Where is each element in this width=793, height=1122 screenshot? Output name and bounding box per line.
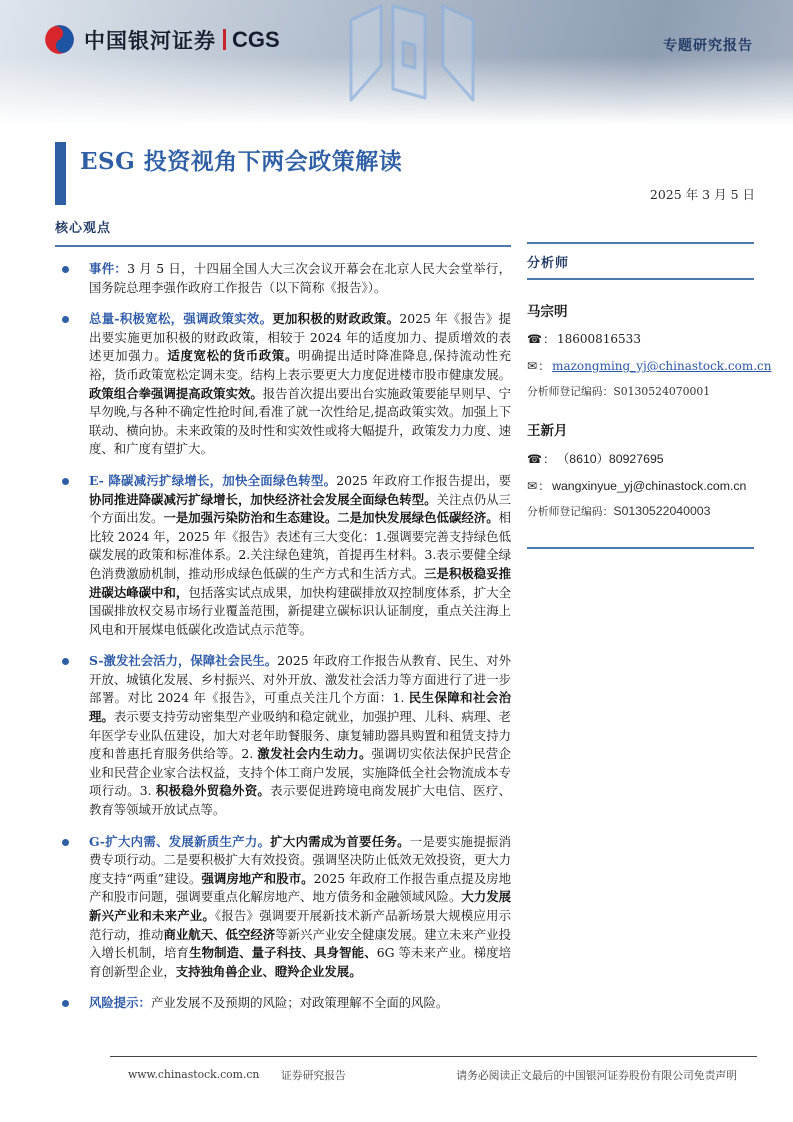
brand-logo	[44, 24, 280, 55]
bullet-text	[89, 653, 511, 817]
title-block	[55, 142, 402, 205]
bullet-segment: 明确提出适时降准降息,保持流动性充裕，货币政策宽松定调未变。结构上表示要更大力度促进楼市股市健康发展。	[89, 348, 511, 382]
analyst-name: 王新月	[527, 423, 568, 439]
cgs-watermark-icon	[337, 2, 487, 112]
brand-name-cn: 中国银河证券	[84, 29, 216, 53]
bullet-text	[89, 995, 448, 1010]
footer-divider	[110, 1056, 757, 1057]
envelope-icon: ✉	[527, 359, 538, 373]
report-date: 2025 年 3 月 5 日	[649, 187, 755, 202]
bullet-segment: 激发社会内生动力。	[257, 746, 372, 762]
bullet-dot-icon	[62, 266, 69, 273]
bullet-segment: 报告首次提出要出台实施政策要能早则早、宁早勿晚,与各种不确定性抢时间,看准了就一次性给足,提高政策实效。加强上下联动、横向协。未来政策的及时性和实效性或将大幅提升，政策发力力度、速度、和广度有望扩大。	[89, 385, 512, 457]
bullet-segment: 扩大内需成为首要任务。	[270, 833, 410, 849]
colon-separator: ：	[542, 452, 555, 466]
bullet-segment: 协同推进降碳减污扩绿增长，加快经济社会发展全面绿色转型。	[89, 491, 437, 507]
bullet-segment: 2025 年政府工作报告提出，要	[336, 472, 511, 488]
analyst-email-link[interactable]: mazongming_yj@chinastock.com.cn	[552, 359, 772, 373]
core-viewpoints-section	[55, 217, 511, 1026]
bullet-segment: 三是积极稳妥推进碳达峰碳中和，	[89, 565, 512, 600]
bullet-item	[55, 652, 511, 819]
bullet-segment: 支持独角兽企业、瞪羚企业发展。	[175, 963, 362, 979]
title-accent-bar	[55, 142, 66, 205]
bullet-segment: 3 月 5 日，十四届全国人大三次会议开幕会在北京人民大会堂举行，国务院总理李强作政府工作报告（以下简称《报告》）。	[89, 261, 511, 295]
bullet-dot-icon	[62, 478, 69, 485]
analyst-email-link[interactable]: wangxinyue_yj@chinastock.com.cn	[552, 479, 747, 493]
bullet-segment: 商业航天、低空经济	[163, 926, 276, 942]
galaxy-swirl-icon	[44, 24, 75, 55]
bullet-dot-icon	[62, 839, 69, 846]
bullet-segment: 民生保障和社会治理。	[89, 690, 511, 725]
colon-separator: ：	[538, 479, 551, 493]
report-header	[0, 0, 793, 133]
bullet-segment: 一是要实施提振消费专项行动。二是要积极扩大有效投资。强调坚决防止低效无效投资，更大力度支持“两重”建设。	[89, 833, 511, 886]
heading-divider	[55, 245, 511, 247]
colon-separator: ：	[538, 359, 551, 373]
bullet-segment: 政策组合拳强调提高政策实效。	[89, 385, 263, 401]
bullet-segment: 总量-积极宽松，强调政策实效。	[89, 311, 273, 327]
bullet-segment: 大力发展新兴产业和未来产业。	[89, 889, 512, 923]
bullet-list	[55, 260, 511, 1013]
sidebar-bottom-divider	[527, 547, 754, 549]
sidebar-top-divider	[527, 242, 754, 244]
bullet-segment: 包括落实试点成果，加快构建碳排放双控制度体系，扩大全国碳排放权交易市场行业覆盖范围，新提建立碳标识认证制度，重点关注海上风电和开展煤电低碳化改造试点示范等。	[89, 584, 512, 637]
bullet-segment: 2025 年政府工作报告从教育、民生、对外开放、城镇化发展、乡村振兴、对外开放、激发社会活力等方面进行了进一步部署。对比 2024 年《报告》，可重点关注几个方面：1.	[89, 653, 511, 706]
bullet-segment: 表示要支持劳动密集型产业吸纳和稳定就业，加强护理、儿科、病理、老年医学专业队伍建设，加大对老年助餐服务、康复辅助器具购置和租赁支持力度和普惠托育服务供给等。2.	[89, 709, 512, 762]
analyst-card	[527, 300, 772, 399]
footer-report-type: 证券研究报告	[281, 1069, 346, 1082]
phone-icon: ☎	[527, 452, 542, 466]
bullet-segment: 更加积极的财政政策。	[272, 311, 400, 327]
analyst-sidebar	[527, 242, 772, 549]
bullet-segment: 风险提示：	[89, 995, 151, 1011]
bullet-item	[55, 833, 511, 982]
bullet-segment: 强调房地产和股市。	[201, 870, 314, 886]
bullet-segment: E- 降碳减污扩绿增长，加快全面绿色转型。	[89, 472, 337, 488]
footer-disclaimer: 请务必阅读正文最后的中国银河证券股份有限公司免责声明	[456, 1069, 737, 1082]
bullet-segment: 2025 年政府工作报告重点提及房地产和股市问题，强调要重点化解房地产、地方债务和金融领域风险。	[89, 870, 512, 905]
bullet-segment: 表示要促进跨境电商发展扩大电信、医疗、教育等领域开放试点等。	[89, 783, 512, 818]
bullet-dot-icon	[62, 1000, 69, 1007]
envelope-icon: ✉	[527, 479, 538, 493]
bullet-segment: 强调切实依法保护民营企业和民营企业家合法权益，支持个体工商户发展，实施降低全社会物流成本专项行动。3.	[89, 746, 512, 799]
analyst-reg-label: 分析师登记编码：	[527, 385, 614, 398]
analyst-email-row	[527, 357, 772, 374]
bullet-segment: 2025 年《报告》提出要实施更加积极的财政政策，相较于 2024 年的适度加力、提质增效的表述更加强力。	[89, 311, 511, 364]
brand-name-en: CGS	[232, 26, 280, 52]
bullet-item	[55, 472, 511, 639]
website-link[interactable]: www.chinastock.com.cn	[128, 1068, 260, 1081]
bullet-item	[55, 310, 511, 459]
analyst-reg-code: S0130524070001	[613, 385, 711, 398]
analyst-reg-code: S0130522040003	[613, 504, 711, 518]
analyst-reg-row	[527, 504, 754, 519]
bullet-segment: S-激发社会活力，保障社会民生。	[89, 653, 278, 669]
analyst-reg-row	[527, 384, 754, 399]
analyst-reg-label: 分析师登记编码：	[527, 505, 614, 518]
analyst-card	[527, 419, 754, 519]
bullet-segment: 一是加强污染防治和生态建设。二是加快发展绿色低碳经济。	[163, 510, 499, 526]
bullet-segment: 事件：	[89, 261, 128, 276]
bullet-segment: 积极稳外贸稳外资。	[155, 783, 271, 799]
analyst-phone: 18600816533	[556, 332, 641, 346]
bullet-segment: 关注点仍从三个方面出发。	[89, 491, 511, 526]
report-type-label: 专题研究报告	[663, 38, 753, 54]
page-title: ESG 投资视角下两会政策解读	[80, 148, 403, 175]
bullet-segment: 等新兴产业安全健康发展。建立未来产业投入增长机制，培育	[89, 926, 512, 961]
bullet-dot-icon	[62, 316, 69, 323]
brand-divider	[223, 29, 226, 50]
analyst-name: 马宗明	[527, 304, 568, 320]
core-viewpoints-heading: 核心观点	[55, 220, 112, 235]
bullet-segment: 适度宽松的货币政策。	[167, 348, 299, 364]
bullet-text	[89, 261, 511, 295]
colon-separator: ：	[542, 332, 555, 346]
bullet-segment: 相比较 2024 年，2025 年《报告》表述有三大变化：1.强调要完善支持绿色低碳发展的政策和标准体系。2.关注绿色建筑，首提再生材料。3.表示要健全绿色消费激励机制，推动形成绿色低碳的生产方式和生活方式。	[89, 510, 512, 581]
bullet-text	[89, 311, 511, 456]
analyst-phone-row	[527, 449, 754, 467]
bullet-text	[89, 473, 511, 637]
bullet-segment: 生物制造、量子科技、具身智能、	[189, 945, 377, 961]
analyst-list	[527, 300, 772, 519]
analyst-email-row	[527, 477, 754, 494]
analysts-heading: 分析师	[527, 255, 570, 270]
analyst-phone-row	[527, 330, 754, 347]
bullet-segment: 产业发展不及预期的风险；对政策理解不全面的风险。	[150, 995, 449, 1011]
phone-icon: ☎	[527, 332, 542, 346]
bullet-text	[89, 834, 511, 979]
bullet-segment: G-扩大内需、发展新质生产力。	[89, 833, 271, 849]
bullet-segment: 6G 等未来产业。梯度培育创新型企业，	[89, 945, 511, 979]
analyst-phone: （8610）80927695	[556, 452, 664, 466]
bullet-dot-icon	[62, 658, 69, 665]
sidebar-heading-divider	[527, 278, 754, 280]
bullet-segment: 《报告》强调要开展新技术新产品新场景大规模应用示范行动，推动	[89, 908, 511, 942]
bullet-item	[55, 994, 511, 1013]
bullet-item	[55, 260, 511, 297]
